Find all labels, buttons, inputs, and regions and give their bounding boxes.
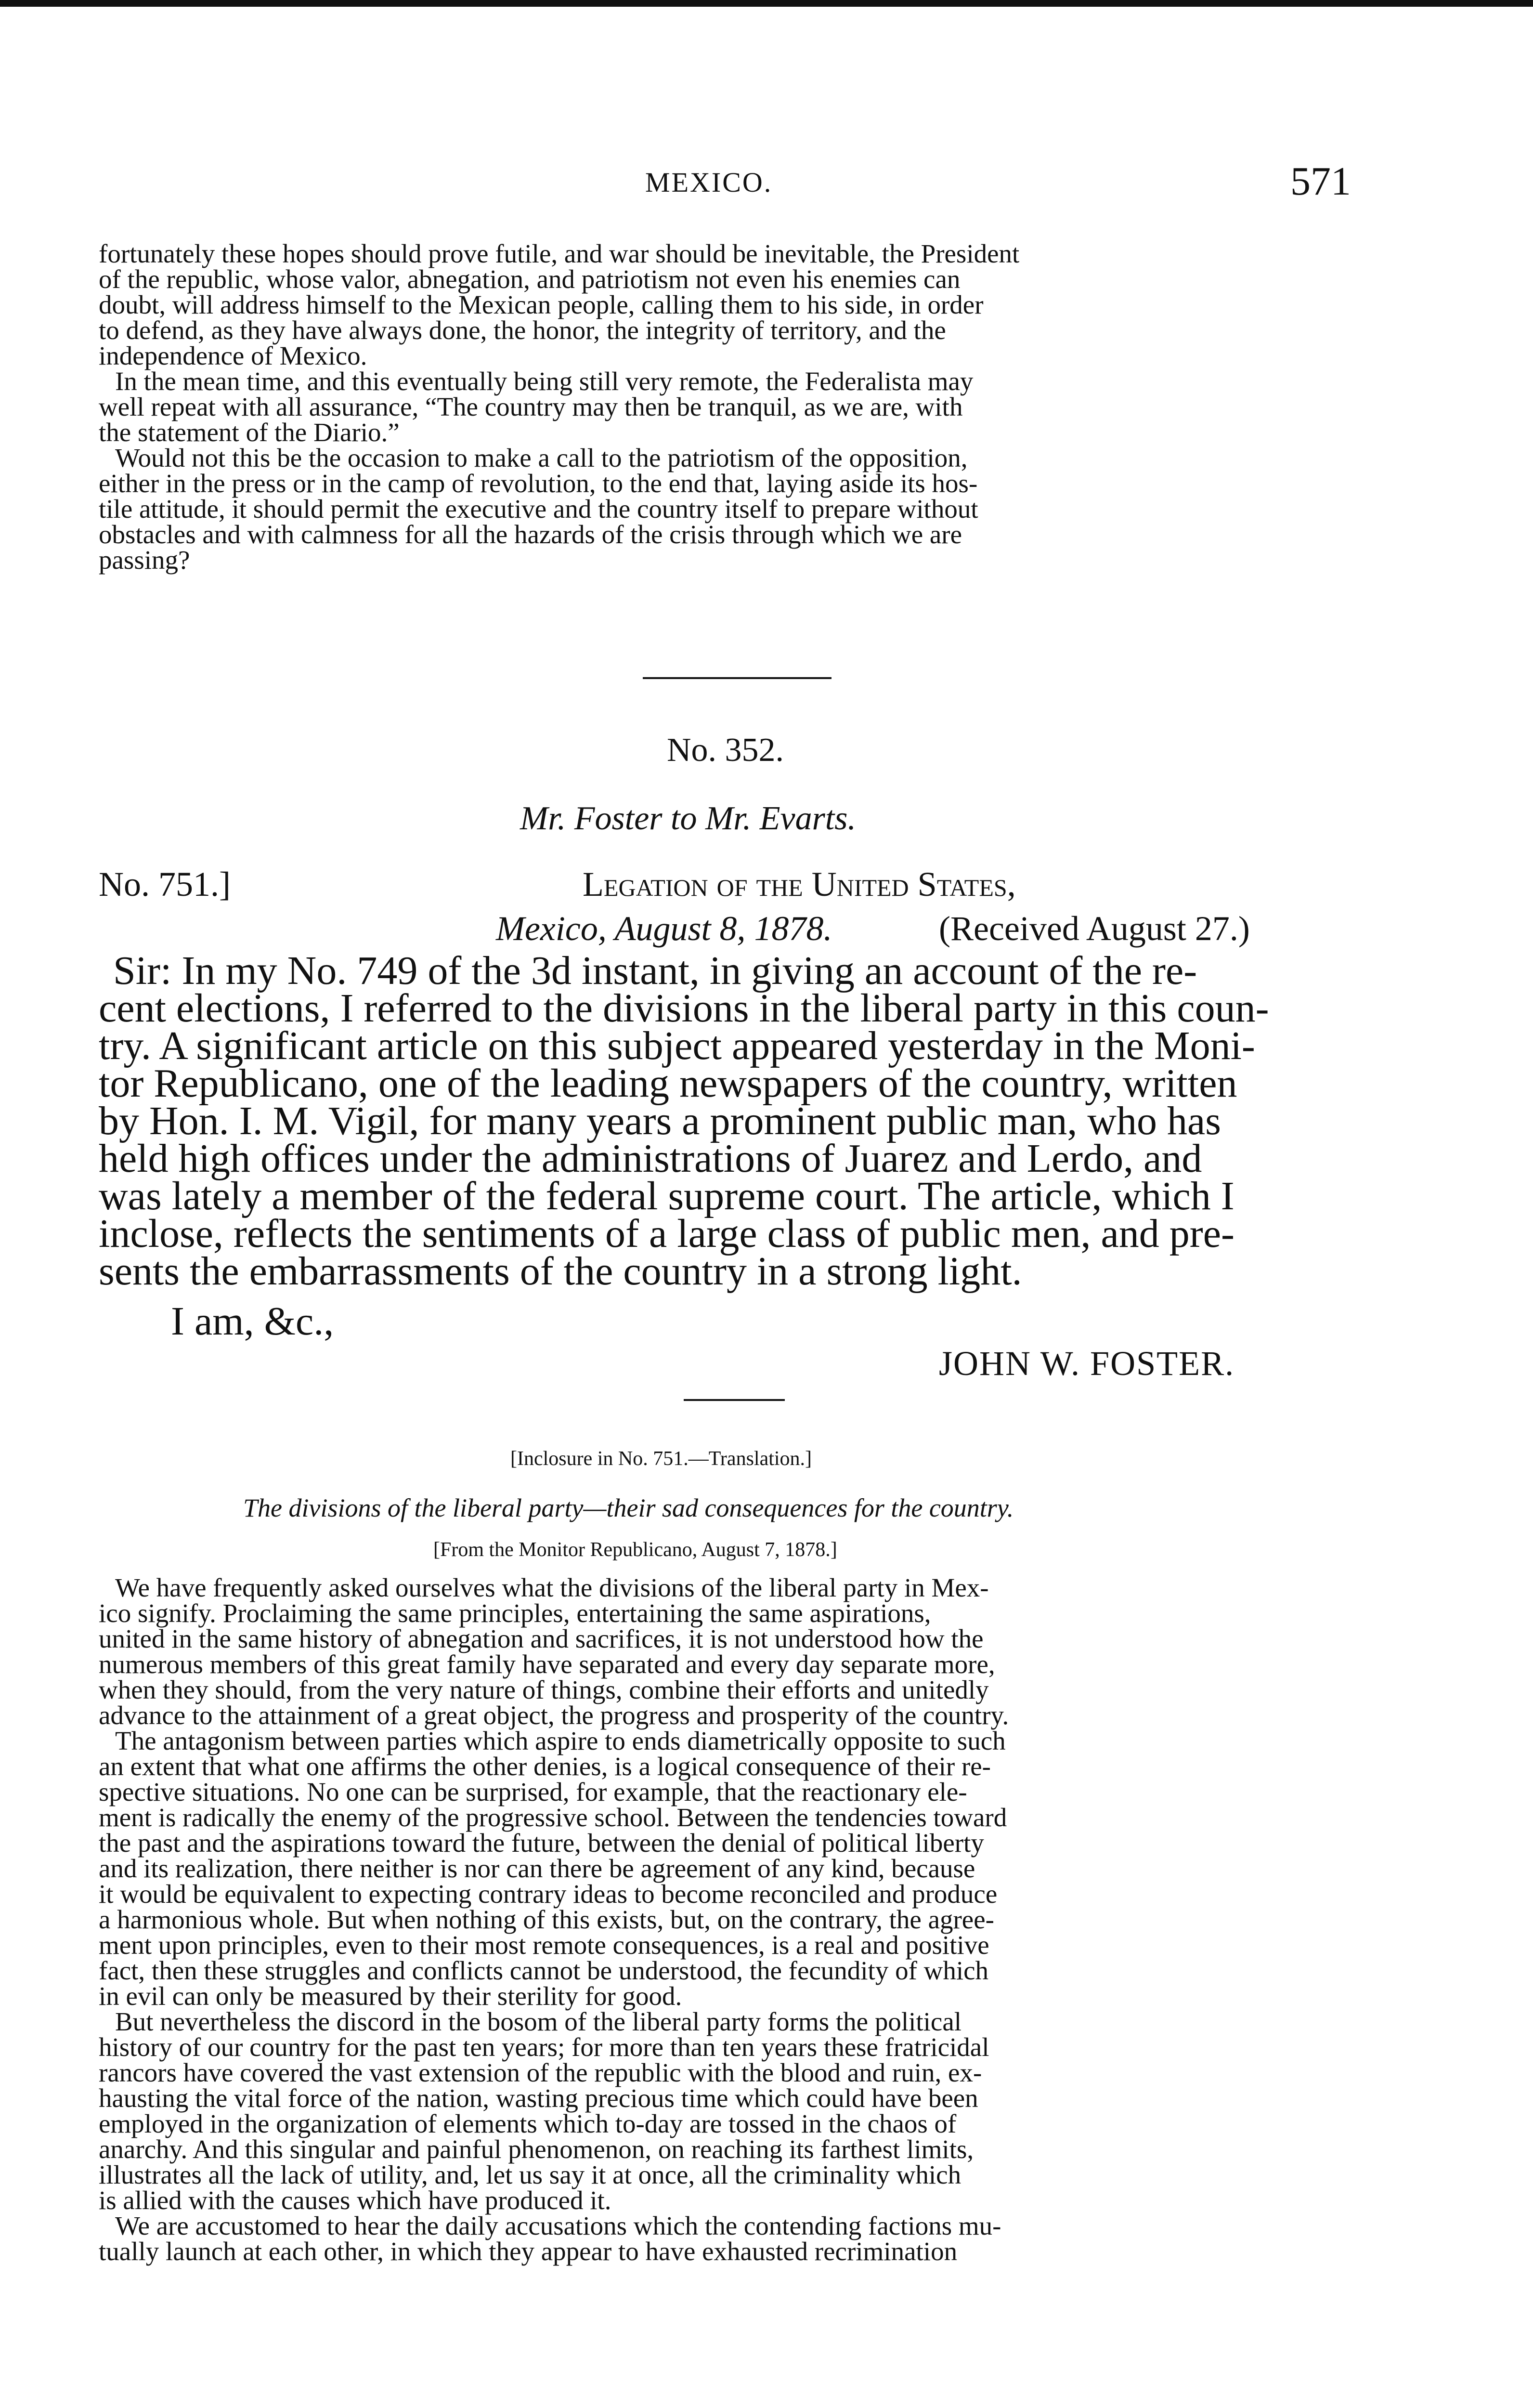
enclosure-line: and its realization, there neither is nor can there be agreement of any kind, because [99,1854,975,1883]
enclosure-line: it would be equivalent to expecting contrary ideas to become reconciled and produce [99,1879,998,1909]
enclosure-line: tually launch at each other, in which they appear to have exhausted recrimination [99,2237,958,2266]
opening-line: tile attitude, it should permit the executive and the country itself to prepare without [99,494,978,523]
enclosure-line: is allied with the causes which have produced it. [99,2186,611,2215]
enclosure-body [99,1575,1370,2264]
opening-line: doubt, will address himself to the Mexican people, calling them to his side, in order [99,290,984,319]
received-date: (Received August 27.) [939,909,1250,948]
enclosure-line: hausting the vital force of the nation, wasting precious time which could have been [99,2083,978,2113]
letter-line: inclose, reflects the sentiments of a large class of public men, and pre- [99,1211,1234,1256]
enclosure-line: We have frequently asked ourselves what the divisions of the liberal party in Mex- [115,1573,989,1602]
opening-line: In the mean time, and this eventually being still very remote, the Federalista may [115,366,974,396]
enclosure-title: The divisions of the liberal party—their sad consequences for the country. [243,1493,1014,1522]
opening-line: of the republic, whose valor, abnegation, and patriotism not even his enemies can [99,264,961,294]
enclosure-line: We are accustomed to hear the daily accusations which the contending factions mu- [115,2211,1001,2240]
date-line: Mexico, August 8, 1878. [496,909,832,948]
enclosure-line: anarchy. And this singular and painful phenomenon, on reaching its farthest limits, [99,2134,974,2164]
opening-line: passing? [99,545,190,575]
page-number: 571 [1290,159,1351,204]
opening-line: the statement of the Diario.” [99,418,400,447]
letter-line: sents the embarrassments of the country in a strong light. [99,1249,1022,1294]
enclosure-line: illustrates all the lack of utility, and, let us say it at once, all the criminality which [99,2160,961,2189]
enclosure-source: [From the Monitor Republicano, August 7, 1878.] [433,1539,837,1561]
closing-salutation: I am, &c., [171,1299,334,1344]
letter-line: tor Republicano, one of the leading newspapers of the country, written [99,1061,1237,1106]
enclosure-line: the past and the aspirations toward the future, between the denial of political liberty [99,1828,984,1858]
despatch-number: No. 751.] [99,865,231,903]
letter-line: was lately a member of the federal supreme court. The article, which I [99,1174,1234,1218]
enclosure-line: fact, then these struggles and conflicts cannot be understood, the fecundity of which [99,1956,989,1985]
opening-line: well repeat with all assurance, “The country may then be tranquil, as we are, with [99,392,963,421]
running-head-title: MEXICO. [645,167,773,198]
opening-line: to defend, as they have always done, the honor, the integrity of territory, and the [99,315,946,345]
enclosure-line: an extent that what one affirms the other denies, is a logical consequence of their re- [99,1752,991,1781]
opening-line: independence of Mexico. [99,341,367,370]
opening-line: Would not this be the occasion to make a call to the patriotism of the opposition, [115,443,968,472]
opening-text [99,241,1370,573]
enclosure-line: when they should, from the very nature of things, combine their efforts and unitedly [99,1675,989,1704]
enclosure-line: ment is radically the enemy of the progressive school. Between the tendencies toward [99,1803,1007,1832]
enclosure-line: numerous members of this great family have separated and every day separate more, [99,1649,995,1679]
enclosure-line: rancors have covered the vast extension of the republic with the blood and ruin, ex- [99,2058,982,2087]
enclosure-line: a harmonious whole. But when nothing of this exists, but, on the contrary, the agree- [99,1905,994,1934]
letter-line: held high offices under the administrations of Juarez and Lerdo, and [99,1136,1202,1181]
opening-line: fortunately these hopes should prove futile, and war should be inevitable, the President [99,239,1020,268]
enclosure-label: [Inclosure in No. 751.—Translation.] [510,1448,812,1470]
enclosure-line: ico signify. Proclaiming the same principles, entertaining the same aspirations, [99,1598,931,1628]
enclosure-line: The antagonism between parties which aspire to ends diametrically opposite to such [115,1726,1006,1755]
section-rule [643,677,831,679]
document-number: No. 352. [667,732,784,769]
enclosure-line: advance to the attainment of a great object, the progress and prosperity of the country. [99,1701,1009,1730]
legation-heading: Legation of the United States, [583,865,1016,903]
letter-line: Sir: In my No. 749 of the 3d instant, in giving an account of the re- [113,948,1197,993]
opening-line: obstacles and with calmness for all the hazards of the crisis through which we are [99,520,962,549]
enclosure-line: employed in the organization of elements which to-day are tossed in the chaos of [99,2109,957,2138]
enclosure-line: united in the same history of abnegation and sacrifices, it is not understood how the [99,1624,984,1653]
enclosure-line: spective situations. No one can be surprised, for example, that the reactionary ele- [99,1777,967,1806]
enclosure-line: history of our country for the past ten years; for more than ten years these fratricidal [99,2032,989,2062]
enclosure-rule [684,1399,785,1401]
enclosure-line: in evil can only be measured by their sterility for good. [99,1981,682,2011]
opening-line: either in the press or in the camp of revolution, to the end that, laying aside its hos- [99,469,978,498]
enclosure-line: ment upon principles, even to their most remote consequences, is a real and positive [99,1930,989,1960]
signature: JOHN W. FOSTER. [939,1344,1235,1383]
top-border-rule [0,0,1533,7]
letter-line: cent elections, I referred to the divisions in the liberal party in this coun- [99,986,1269,1031]
letter-body [99,948,1370,1294]
letter-line: by Hon. I. M. Vigil, for many years a prominent public man, who has [99,1099,1221,1143]
document-subtitle: Mr. Foster to Mr. Evarts. [520,800,857,837]
letter-line: try. A significant article on this subject appeared yesterday in the Moni- [99,1023,1255,1068]
enclosure-line: But nevertheless the discord in the bosom of the liberal party forms the political [115,2007,962,2036]
